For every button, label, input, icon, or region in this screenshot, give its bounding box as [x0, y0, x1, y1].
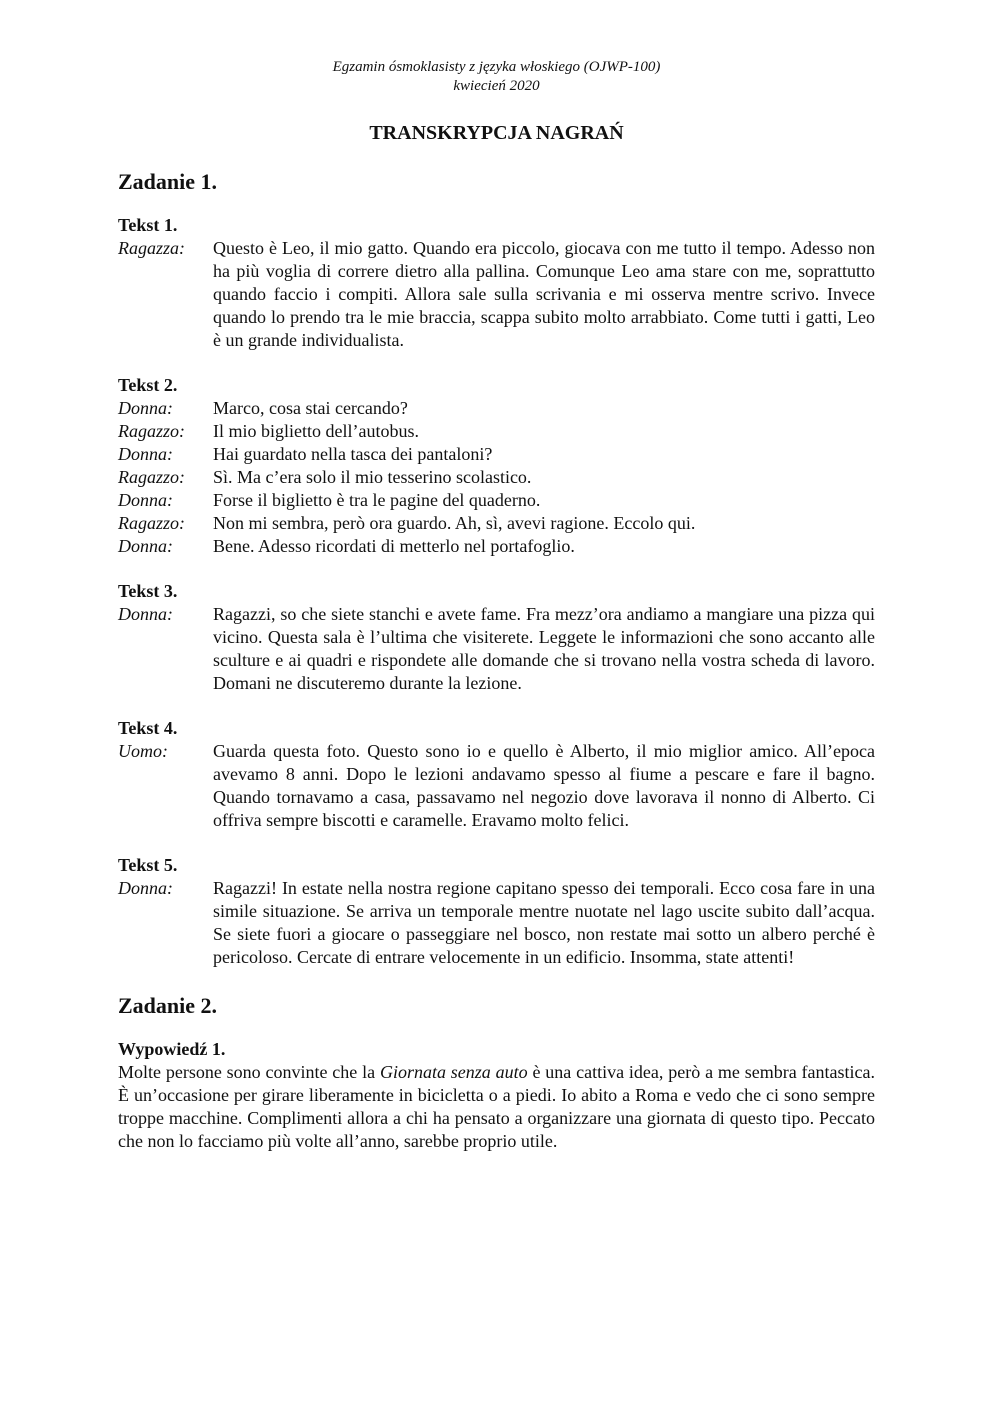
dialogue-line — [118, 740, 875, 832]
document-page — [118, 58, 875, 1153]
speech-text: Hai guardato nella tasca dei pantaloni? — [213, 444, 493, 464]
dialogue-line — [118, 489, 875, 512]
tekst-4 — [118, 717, 875, 832]
paragraph-italic-phrase: Giornata senza auto — [379, 1062, 528, 1082]
speech-text: Marco, cosa stai cercando? — [213, 398, 408, 418]
dialogue-line — [118, 420, 875, 443]
dialogue-line — [118, 512, 875, 535]
page-header — [118, 58, 875, 96]
tekst-title: Tekst 2. — [118, 375, 178, 395]
wypowiedz-title: Wypowiedź 1. — [118, 1039, 226, 1059]
speech-text: Questo è Leo, il mio gatto. Quando era piccolo, giocava con me tutto il tempo. Adesso non ha più voglia di correre dietro alla pallina. Comunque Leo ama stare con me, soprattutto quando faccio i compiti. Allora sale sulla scrivania e mi osserva mentre scrivo. Invece quando lo prendo tra le mie braccia, scappa subito molto arrabbiato. Come tutti i gatti, Leo è un grande individualista. — [213, 238, 875, 350]
speech-text: Bene. Adesso ricordati di metterlo nel portafoglio. — [213, 536, 575, 556]
tekst-3 — [118, 580, 875, 695]
speaker-label: Donna: — [118, 398, 173, 418]
document-title: TRANSKRYPCJA NAGRAŃ — [369, 122, 624, 144]
dialogue-line — [118, 877, 875, 969]
speaker-label: Uomo: — [118, 741, 168, 761]
speaker-label: Ragazzo: — [118, 421, 185, 441]
tekst-title: Tekst 1. — [118, 215, 178, 235]
speaker-label: Donna: — [118, 444, 173, 464]
dialogue-line — [118, 603, 875, 695]
dialogue-line — [118, 443, 875, 466]
dialogue-line — [118, 397, 875, 420]
speech-text: Non mi sembra, però ora guardo. Ah, sì, avevi ragione. Eccolo qui. — [213, 513, 696, 533]
speech-text: Forse il biglietto è tra le pagine del quaderno. — [213, 490, 541, 510]
speech-text: Ragazzi! In estate nella nostra regione capitano spesso dei temporali. Ecco cosa fare in una simile situazione. Se arriva un temporale mentre nuotate nel lago uscite subito dall’acqua. Se siete fuori a giocare o passeggiare nel bosco, non restate mai sotto un albero perché è pericoloso. Cercate di entrare velocemente in un edificio. Insomma, state attenti! — [213, 878, 875, 967]
speech-text: Ragazzi, so che siete stanchi e avete fame. Fra mezz’ora andiamo a mangiare una pizza qui vicino. Questa sala è l’ultima che visiterete. Leggete le informazioni che sono accanto alle sculture e ai quadri e rispondete alle domande che si trovano nella vostra scheda di lavoro. Domani ne discuteremo durante la lezione. — [213, 604, 875, 693]
section-title-zadanie-2: Zadanie 2. — [118, 993, 218, 1018]
dialogue-line — [118, 237, 875, 352]
speech-text: Sì. Ma c’era solo il mio tesserino scolastico. — [213, 467, 532, 487]
tekst-1 — [118, 214, 875, 352]
speaker-label: Ragazzo: — [118, 513, 185, 533]
tekst-5 — [118, 854, 875, 969]
speaker-label: Ragazzo: — [118, 467, 185, 487]
header-exam-name: Egzamin ósmoklasisty z języka włoskiego (OJWP-100) — [332, 59, 661, 75]
wypowiedz-1 — [118, 1038, 875, 1153]
tekst-2 — [118, 374, 875, 558]
tekst-title: Tekst 3. — [118, 581, 178, 601]
tekst-title: Tekst 4. — [118, 718, 178, 738]
speaker-label: Donna: — [118, 490, 173, 510]
speaker-label: Donna: — [118, 878, 173, 898]
wypowiedz-paragraph — [118, 1061, 875, 1153]
speech-text: Guarda questa foto. Questo sono io e quello è Alberto, il mio miglior amico. All’epoca avevamo 8 anni. Dopo le lezioni andavamo spesso al fiume a pescare e fare il bagno. Quando tornavamo a casa, passavamo nel negozio dove lavorava il nonno di Alberto. Ci offriva sempre biscotti e caramelle. Eravamo molto felici. — [213, 741, 875, 830]
speaker-label: Donna: — [118, 604, 173, 624]
header-date: kwiecień 2020 — [453, 78, 540, 94]
speaker-label: Ragazza: — [118, 238, 185, 258]
dialogue-line — [118, 466, 875, 489]
paragraph-text-after: è una cattiva idea, però a me sembra fantastica. È un’occasione per girare liberamente in bicicletta o a piedi. Io abito a Roma e vedo che ci sono sempre troppe macchine. Complimenti allora a chi ha pensato a organizzare una giornata di questo tipo. Peccato che non lo facciamo più volte all’anno, sarebbe proprio utile. — [118, 1062, 875, 1151]
speaker-label: Donna: — [118, 536, 173, 556]
speech-text: Il mio biglietto dell’autobus. — [213, 421, 419, 441]
tekst-title: Tekst 5. — [118, 855, 178, 875]
section-title-zadanie-1: Zadanie 1. — [118, 169, 218, 194]
paragraph-text-before: Molte persone sono convinte che la — [118, 1062, 380, 1082]
dialogue-line — [118, 535, 875, 558]
